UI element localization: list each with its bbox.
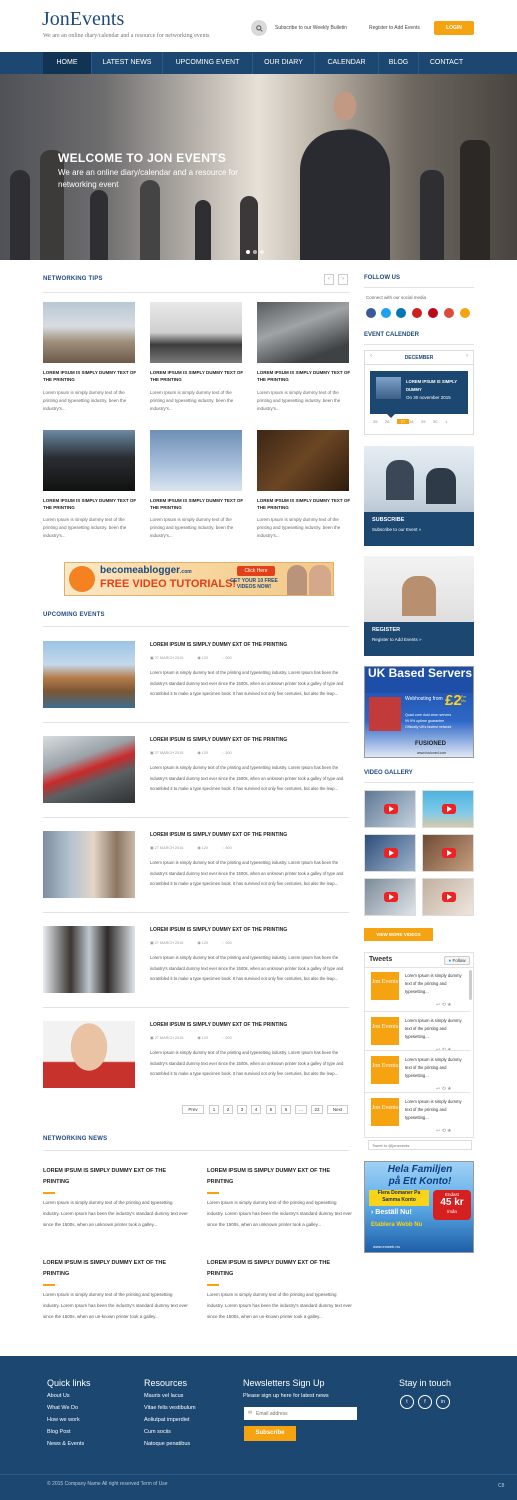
se-ad-price-pre: Endast xyxy=(444,1192,459,1197)
upcoming-events-title: UPCOMING EVENTS xyxy=(43,612,105,618)
play-icon xyxy=(384,804,398,814)
event-image[interactable] xyxy=(43,736,135,803)
uk-ad-bullets: Quad core dual xeon servers 99.9% uptime guarantee Officially UKs fastest network xyxy=(405,713,452,729)
blogger-ad-banner[interactable] xyxy=(64,562,334,596)
event-image[interactable] xyxy=(43,641,135,708)
chevron-right-icon[interactable]: › xyxy=(466,353,468,359)
tip-title[interactable]: LOREM IPSUM IS SIMPLY DUMMY TEXT OF THE PRINTING xyxy=(43,498,137,510)
se-ad-order: › Beställ Nu! xyxy=(371,1209,412,1216)
networking-tips-title: NETWORKING TIPS xyxy=(43,276,103,282)
calendar-event-title: LOREM IPSUM IS SIMPLY DUMMY xyxy=(406,379,457,392)
comment-icon: ◌ xyxy=(222,751,226,755)
copyright: © 2015 Company Name All right reserved Term of Use xyxy=(47,1481,168,1487)
event-meta xyxy=(150,940,232,945)
newsletter-title: Newsletters Sign Up xyxy=(243,1378,325,1388)
news-text: Lorem Ipsum is simply dummy text of the printing and typesetting industry. Lorem Ipsum has been the industry's standard dummy text ever since the 1500s, when an un-known printer took a galley... xyxy=(43,1292,188,1319)
nav-contact[interactable]: CONTACT xyxy=(418,52,474,74)
news-accent xyxy=(207,1192,219,1194)
play-icon xyxy=(442,848,456,858)
event-text: Lorem Ipsum is simply dummy text of the printing and typesetting industry. Lorem Ipsum has been the industry's standard dummy text ever since the 1500s, when an unknown printer took a galley of type and scrambled it to make a type specimen book. It has survived not only five centuries, but also the leap... xyxy=(150,955,344,981)
subscribe-title: SUBSCRIBE xyxy=(372,517,405,523)
tip-image[interactable] xyxy=(150,302,242,363)
eye-icon: ◉ xyxy=(197,941,202,945)
hero-title: WELCOME TO JON EVENTS xyxy=(58,151,227,165)
tweet-text: Lorem Ipsum is simply dummy text of the printing and typesetting... xyxy=(405,1018,462,1039)
event-text: Lorem Ipsum is simply dummy text of the printing and typesetting industry. Lorem Ipsum has been the industry's standard dummy text ever since the 1500s, when an unknown printer took a galley of type and scrambled it to make a type specimen book. It has survived not only five centuries, but also the leap... xyxy=(150,1050,344,1076)
nav-latest-news[interactable]: LATEST NEWS xyxy=(91,52,162,74)
calendar-icon: ▣ xyxy=(150,751,155,755)
divider xyxy=(43,1150,349,1151)
event-date: 27 MARCH 2015 xyxy=(154,941,184,945)
quick-links-title: Quick links xyxy=(47,1378,91,1388)
event-meta xyxy=(150,750,232,755)
news-accent xyxy=(43,1284,55,1286)
arrow-right-icon: › xyxy=(371,1209,376,1216)
event-calendar-title: EVENT CALENDER xyxy=(364,332,420,338)
tip-text: Lorem Ipsum is simply dummy text of the printing and typesetting industry. been the industry's... xyxy=(150,390,234,411)
follow-us-title: FOLLOW US xyxy=(364,275,400,281)
email-input[interactable] xyxy=(256,1408,354,1419)
hero-subtitle: We are an online diary/calendar and a resource for networking event xyxy=(58,168,238,189)
eye-icon: ◉ xyxy=(197,656,202,660)
chevron-left-icon[interactable]: ‹ xyxy=(370,353,372,359)
event-image[interactable] xyxy=(43,831,135,898)
video-thumbnail[interactable] xyxy=(422,834,474,872)
play-icon xyxy=(384,848,398,858)
pagination-page[interactable]: 22 xyxy=(311,1105,323,1114)
tip-text: Lorem Ipsum is simply dummy text of the printing and typesetting industry. been the industry's... xyxy=(43,390,127,411)
uk-ad-url: www.fusioned.com xyxy=(417,751,447,755)
comment-icon: ◌ xyxy=(222,941,226,945)
tweet-item[interactable] xyxy=(371,1098,466,1138)
site-logo[interactable] xyxy=(42,8,124,31)
tip-image[interactable] xyxy=(150,430,242,491)
tweet-avatar: Jon Events xyxy=(371,972,399,1000)
tip-title[interactable]: LOREM IPSUM IS SIMPLY DUMMY TEXT OF THE PRINTING xyxy=(257,370,351,382)
site-tagline: We are an online diary/calendar and a resource for networking events xyxy=(43,33,210,39)
tweet-text: Lorem Ipsum is simply dummy text of the printing and typesetting... xyxy=(405,973,462,994)
newsletter-subscribe-button[interactable]: Subscribe xyxy=(244,1426,296,1441)
tweet-item[interactable] xyxy=(371,972,466,1012)
video-thumbnail[interactable] xyxy=(364,790,416,828)
event-comments: 300 xyxy=(225,751,232,755)
tip-title[interactable]: LOREM IPSUM IS SIMPLY DUMMY TEXT OF THE PRINTING xyxy=(43,370,137,382)
subscribe-bulletin-link[interactable]: Subscribe to our Weekly Bulletin xyxy=(275,25,347,31)
divider xyxy=(364,344,474,345)
hosting-ad-se[interactable] xyxy=(364,1161,474,1253)
youtube-icon[interactable] xyxy=(412,308,422,318)
ad-click-here-button[interactable]: Click Here xyxy=(237,566,275,576)
uk-flag-graphic xyxy=(369,697,401,731)
footer-link[interactable]: How we work xyxy=(47,1417,80,1423)
event-title[interactable]: LOREM IPSUM IS SIMPLY DUMMY EXT OF THE PRINTING xyxy=(150,927,288,933)
linkedin-icon[interactable] xyxy=(396,308,406,318)
footer-link[interactable]: About Us xyxy=(47,1393,70,1399)
event-meta xyxy=(150,845,232,850)
news-title[interactable]: LOREM IPSUM IS SIMPLY DUMMY EXT OF THE PRINTING xyxy=(43,1168,167,1185)
video-gallery-title: VIDEO GALLERY xyxy=(364,770,413,776)
pagination-page[interactable]: 5 xyxy=(266,1105,276,1114)
event-title[interactable]: LOREM IPSUM IS SIMPLY DUMMY EXT OF THE PRINTING xyxy=(150,737,288,743)
facebook-icon[interactable] xyxy=(366,308,376,318)
event-views: 120 xyxy=(201,751,209,755)
divider xyxy=(364,1092,470,1093)
calendar-days[interactable]: 25 26 27 28 29 30 1 xyxy=(373,419,448,424)
tip-text: Lorem Ipsum is simply dummy text of the printing and typesetting industry. been the industry's... xyxy=(257,517,341,538)
calendar-icon: ▣ xyxy=(150,941,155,945)
logo-text-2: Events xyxy=(69,8,125,30)
twitter-icon[interactable]: t xyxy=(400,1395,414,1409)
event-views: 120 xyxy=(201,1036,209,1040)
comment-icon: ◌ xyxy=(222,846,226,850)
calendar-event-date: On 30 november 2015 xyxy=(406,395,451,400)
nav-blog[interactable]: BLOG xyxy=(378,52,418,74)
event-image[interactable] xyxy=(43,926,135,993)
calendar-icon: ▣ xyxy=(150,846,155,850)
event-date: 27 MARCH 2015 xyxy=(154,846,184,850)
news-text: Lorem Ipsum is simply dummy text of the printing and typesetting industry. Lorem Ipsum has been the industry's standard dummy text ever since the 1500s, when an un-known printer took a galley... xyxy=(207,1292,352,1319)
tip-text: Lorem Ipsum is simply dummy text of the printing and typesetting industry. been the industry's... xyxy=(150,517,234,538)
tweet-actions[interactable]: ↩ ⟲ ★ xyxy=(436,1128,452,1134)
register-promo[interactable] xyxy=(364,556,474,656)
search-button[interactable] xyxy=(251,20,267,36)
calendar-event-image xyxy=(376,377,401,399)
event-comments: 300 xyxy=(225,656,232,660)
event-date: 27 MARCH 2015 xyxy=(154,1036,184,1040)
event-views: 120 xyxy=(201,941,209,945)
slider-dots[interactable] xyxy=(246,241,267,259)
footer-link[interactable]: Vitae felis vestibulum xyxy=(144,1405,196,1411)
ad-headline: FREE VIDEO TUTORIALS! xyxy=(100,578,237,590)
news-accent xyxy=(207,1284,219,1286)
googleplus-icon[interactable] xyxy=(444,308,454,318)
event-comments: 300 xyxy=(225,941,232,945)
register-events-link[interactable]: Register to Add Events xyxy=(369,25,420,31)
tips-prev-button[interactable] xyxy=(324,274,334,285)
tip-image[interactable] xyxy=(257,430,349,491)
se-ad-line1: Hela Familjen xyxy=(387,1164,453,1175)
stay-in-touch-title: Stay in touch xyxy=(399,1378,452,1388)
se-ad-per: /mån xyxy=(446,1209,457,1214)
news-title[interactable]: LOREM IPSUM IS SIMPLY DUMMY EXT OF THE PRINTING xyxy=(207,1168,331,1185)
se-ad-line2: på Ett Konto! xyxy=(388,1176,452,1187)
news-title[interactable]: LOREM IPSUM IS SIMPLY DUMMY EXT OF THE PRINTING xyxy=(43,1260,167,1277)
nav-upcoming-event[interactable]: UPCOMING EVENT xyxy=(162,52,252,74)
footer-link[interactable]: Cum sociis xyxy=(144,1429,171,1435)
pagination-page[interactable]: 4 xyxy=(251,1105,261,1114)
twitter-follow-button[interactable] xyxy=(444,956,470,965)
uk-ad-title: UK Based Servers xyxy=(365,667,474,693)
news-accent xyxy=(43,1192,55,1194)
facebook-icon[interactable]: f xyxy=(418,1395,432,1409)
twitter-icon: ● xyxy=(448,958,452,963)
tweet-input[interactable] xyxy=(368,1140,472,1150)
event-text: Lorem Ipsum is simply dummy text of the printing and typesetting industry. Lorem Ipsum has been the industry's standard dummy text ever since the 1500s, when an unknown printer took a galley of type and scrambled it to make a type specimen book. It has survived not only five centuries, but also the leap... xyxy=(150,860,344,886)
divider xyxy=(43,626,349,627)
footer-link[interactable]: Aoliutpat imperdiet xyxy=(144,1417,190,1423)
event-image[interactable] xyxy=(43,1021,135,1088)
tip-title[interactable]: LOREM IPSUM IS SIMPLY DUMMY TEXT OF THE PRINTING xyxy=(150,370,244,382)
newsletter-subtitle: Please sign up here for latest news xyxy=(243,1393,329,1399)
divider xyxy=(43,817,349,818)
nav-home[interactable]: HOME xyxy=(43,52,91,74)
event-calendar xyxy=(364,350,474,435)
nav-calendar[interactable]: CALENDAR xyxy=(314,52,378,74)
pagination-next[interactable]: Next xyxy=(327,1105,348,1114)
subscribe-subtitle: Subscribe to our Event xyxy=(372,527,418,532)
tweet-actions[interactable]: ↩ ⟲ ★ xyxy=(436,1002,452,1008)
view-more-videos-button[interactable]: VIEW MORE VIDEOS xyxy=(364,928,433,941)
news-text: Lorem Ipsum is simply dummy text of the printing and typesetting industry. Lorem Ipsum has been the industry's standard dummy text ever since the 1500s, when an unknown printer took a galley... xyxy=(207,1200,352,1227)
calendar-popup[interactable] xyxy=(370,371,468,414)
tip-text: Lorem Ipsum is simply dummy text of the printing and typesetting industry. been the industry's... xyxy=(257,390,341,411)
double-arrow-icon: » xyxy=(418,527,422,532)
event-views: 120 xyxy=(201,846,209,850)
divider xyxy=(43,912,349,913)
site-header xyxy=(0,0,517,52)
event-comments: 300 xyxy=(225,846,232,850)
event-meta xyxy=(150,655,232,660)
play-icon xyxy=(384,892,398,902)
uk-ad-per: Per Mo. xyxy=(461,695,467,703)
se-ad-price: 45 kr xyxy=(440,1197,464,1208)
tip-title[interactable]: LOREM IPSUM IS SIMPLY DUMMY TEXT OF THE PRINTING xyxy=(150,498,244,510)
uk-ad-line1: Webhosting from xyxy=(405,696,443,702)
pinterest-icon[interactable] xyxy=(428,308,438,318)
news-text: Lorem Ipsum is simply dummy text of the printing and typesetting industry. Lorem Ipsum has been the industry's standard dummy text ever since the 1500s, when an unknown printer took a galley... xyxy=(43,1200,188,1227)
event-title[interactable]: LOREM IPSUM IS SIMPLY DUMMY EXT OF THE PRINTING xyxy=(150,642,288,648)
video-thumbnail[interactable] xyxy=(422,878,474,916)
divider xyxy=(43,1007,349,1008)
event-text: Lorem Ipsum is simply dummy text of the printing and typesetting industry. Lorem Ipsum has been the industry's standard dummy text ever since the 1500s, when an unknown printer took a galley of type and scrambled it to make a type specimen book. It has survived not only five centuries, but also the leap... xyxy=(150,670,344,696)
se-ad-price-badge xyxy=(433,1190,471,1220)
video-thumbnail[interactable] xyxy=(364,878,416,916)
site-footer xyxy=(0,1356,517,1500)
ad-brand-suffix: .com xyxy=(180,569,192,575)
news-title[interactable]: LOREM IPSUM IS SIMPLY DUMMY EXT OF THE PRINTING xyxy=(207,1260,331,1277)
ad-cta-sub: GET YOUR 10 FREE VIDEOS NOW! xyxy=(230,578,278,590)
tip-image[interactable] xyxy=(257,302,349,363)
event-title[interactable]: LOREM IPSUM IS SIMPLY DUMMY EXT OF THE PRINTING xyxy=(150,832,288,838)
subscribe-promo[interactable] xyxy=(364,446,474,546)
calendar-icon: ▣ xyxy=(150,1036,155,1040)
play-icon xyxy=(442,804,456,814)
footer-corner-mark: C8 xyxy=(498,1483,505,1489)
uk-ad-price: £2 xyxy=(445,692,462,709)
ad-brand: becomeablogger xyxy=(100,565,181,576)
pagination-page[interactable]: 1 xyxy=(209,1105,219,1114)
nav-our-diary[interactable]: OUR DIARY xyxy=(252,52,314,74)
logo-text-1: Jon xyxy=(42,8,70,30)
tweet-text: Lorem Ipsum is simply dummy text of the printing and typesetting... xyxy=(405,1057,462,1078)
comment-icon: ◌ xyxy=(222,1036,226,1040)
comment-icon: ◌ xyxy=(222,656,226,660)
se-ad-cta: Etablera Webb Nu xyxy=(371,1222,423,1228)
double-arrow-icon: » xyxy=(419,637,422,642)
play-icon xyxy=(442,892,456,902)
ad-person-image xyxy=(309,565,331,595)
tweets-title: Tweets xyxy=(369,956,393,963)
footer-link[interactable]: News & Events xyxy=(47,1441,85,1447)
uk-servers-ad[interactable] xyxy=(364,666,474,758)
register-title: REGISTER xyxy=(372,627,401,633)
divider xyxy=(43,292,349,293)
chevron-left-icon: ‹ xyxy=(328,276,330,282)
event-title[interactable]: LOREM IPSUM IS SIMPLY DUMMY EXT OF THE PRINTING xyxy=(150,1022,288,1028)
se-ad-url: www.enweb.nu xyxy=(373,1244,400,1249)
newsletter-email-field[interactable] xyxy=(244,1407,357,1420)
pagination-ellipsis: ... xyxy=(295,1105,307,1114)
divider xyxy=(364,967,474,968)
divider xyxy=(364,1050,470,1051)
se-ad-line3: Flera Domaner Pa Samma Konto xyxy=(369,1190,429,1206)
subscribe-band xyxy=(364,512,474,546)
footer-link[interactable]: Blog Post xyxy=(47,1429,71,1435)
pagination-page[interactable]: 6 xyxy=(281,1105,291,1114)
register-subtitle: Register to Add Events xyxy=(372,637,418,642)
divider xyxy=(364,287,474,288)
divider xyxy=(364,782,474,783)
eye-icon: ◉ xyxy=(197,751,202,755)
pagination-page[interactable]: 2 xyxy=(223,1105,233,1114)
login-button[interactable]: LOGIN xyxy=(434,21,474,35)
pagination-prev[interactable]: Prev xyxy=(182,1105,204,1114)
event-meta xyxy=(150,1035,232,1040)
tip-image[interactable] xyxy=(43,302,135,363)
footer-divider xyxy=(0,1474,517,1475)
twitter-icon[interactable] xyxy=(381,308,391,318)
tip-title[interactable]: LOREM IPSUM IS SIMPLY DUMMY TEXT OF THE PRINTING xyxy=(257,498,351,510)
eye-icon: ◉ xyxy=(197,1036,202,1040)
follow-us-subtitle: Connect with our social media xyxy=(366,295,427,300)
eye-icon: ◉ xyxy=(197,846,202,850)
footer-link[interactable]: Natoque penatibus xyxy=(144,1441,191,1447)
rss-icon[interactable] xyxy=(460,308,470,318)
mail-icon: ✉ xyxy=(248,1410,253,1416)
calendar-icon: ▣ xyxy=(150,656,155,660)
linkedin-icon[interactable]: in xyxy=(436,1395,450,1409)
tips-next-button[interactable] xyxy=(338,274,348,285)
pagination-page[interactable]: 3 xyxy=(237,1105,247,1114)
tweet-item[interactable] xyxy=(371,1056,466,1096)
video-thumbnail[interactable] xyxy=(422,790,474,828)
rss-icon xyxy=(69,566,95,592)
tweet-item[interactable] xyxy=(371,1017,466,1057)
tip-text: Lorem Ipsum is simply dummy text of the printing and typesetting industry. been the industry's... xyxy=(43,517,127,538)
event-comments: 300 xyxy=(225,1036,232,1040)
event-views: 120 xyxy=(201,656,209,660)
event-date: 27 MARCH 2015 xyxy=(154,751,184,755)
search-icon xyxy=(256,25,263,32)
register-band xyxy=(364,622,474,656)
chevron-right-icon: › xyxy=(342,276,344,282)
networking-news-title: NETWORKING NEWS xyxy=(43,1136,108,1142)
divider xyxy=(43,722,349,723)
tweet-avatar: Jon Events xyxy=(371,1017,399,1045)
video-thumbnail[interactable] xyxy=(364,834,416,872)
footer-link[interactable]: What We Do xyxy=(47,1405,79,1411)
tweet-avatar: Jon Events xyxy=(371,1056,399,1084)
calendar-month: DECEMBER xyxy=(404,355,434,361)
ad-person-image xyxy=(287,565,307,595)
event-date: 27 MARCH 2015 xyxy=(154,656,184,660)
tweet-text: Lorem Ipsum is simply dummy text of the printing and typesetting... xyxy=(405,1099,462,1120)
resources-title: Resources xyxy=(144,1378,188,1388)
main-nav xyxy=(0,52,517,74)
tweet-actions[interactable]: ↩ ⟲ ★ xyxy=(436,1086,452,1092)
follow-label: Follow xyxy=(452,958,466,963)
tweets-scrollbar[interactable] xyxy=(469,970,472,1000)
tweet-avatar: Jon Events xyxy=(371,1098,399,1126)
footer-link[interactable]: Mauris vel lacus xyxy=(144,1393,184,1399)
divider xyxy=(364,1011,470,1012)
hero-slider xyxy=(0,74,517,260)
uk-ad-brand: FUSIONED xyxy=(415,741,447,747)
tip-image[interactable] xyxy=(43,430,135,491)
event-text: Lorem Ipsum is simply dummy text of the printing and typesetting industry. Lorem Ipsum has been the industry's standard dummy text ever since the 1500s, when an unknown printer took a galley of type and scrambled it to make a type specimen book. It has survived not only five centuries, but also the leap... xyxy=(150,765,344,791)
